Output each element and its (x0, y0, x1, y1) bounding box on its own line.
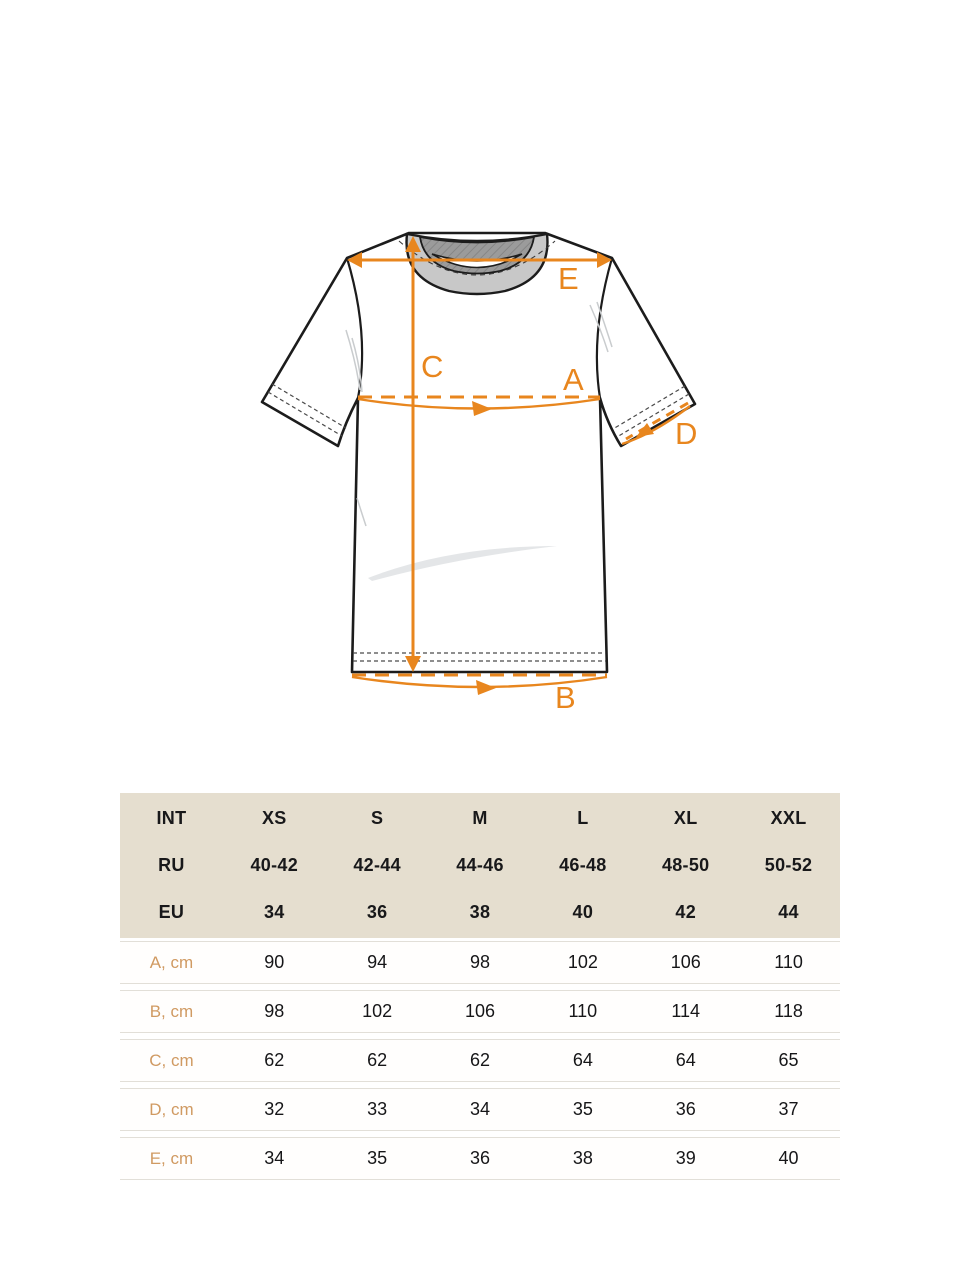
tshirt-body-outline (262, 233, 698, 672)
size-cell: 102 (567, 952, 598, 972)
size-table-header (120, 793, 840, 938)
size-cell: 62 (367, 1050, 388, 1070)
size-col-xxl: XXL (770, 808, 807, 828)
size-col-xs: XS (261, 808, 287, 828)
measure-row-label: B, cm (149, 1001, 194, 1021)
measure-row-d (120, 1088, 840, 1131)
size-cell: 62 (264, 1050, 285, 1070)
size-cell: 40 (778, 1148, 799, 1168)
size-cell: 34 (264, 1148, 285, 1168)
size-col-xl: XL (673, 808, 698, 828)
size-cell: 94 (367, 952, 388, 972)
size-cell: 36 (675, 1099, 696, 1119)
size-cell: 106 (464, 1001, 496, 1021)
measure-label-A: A (563, 362, 584, 397)
measure-label-E: E (558, 261, 579, 296)
size-cell: 98 (469, 952, 490, 972)
size-cell: 44-46 (456, 855, 504, 875)
size-cell: 90 (264, 952, 285, 972)
measure-row-c (120, 1039, 840, 1082)
size-cell: 102 (362, 1001, 393, 1021)
measure-row-label: A, cm (149, 952, 194, 972)
size-cell: 42-44 (353, 855, 401, 875)
size-cell: 38 (469, 902, 491, 922)
header-row-ru (120, 842, 840, 889)
size-cell: 48-50 (661, 855, 710, 875)
size-cell: 62 (469, 1050, 490, 1070)
measure-label-D: D (675, 416, 698, 451)
size-cell: 33 (367, 1099, 388, 1119)
header-label: RU (158, 855, 185, 875)
size-cell: 32 (264, 1099, 285, 1119)
size-col-s: S (370, 808, 384, 828)
header-label: INT (156, 808, 187, 828)
size-cell: 36 (366, 902, 388, 922)
size-col-l: L (577, 808, 589, 828)
measure-row-label: C, cm (149, 1050, 194, 1070)
size-cell: 42 (675, 902, 697, 922)
size-cell: 114 (671, 1001, 701, 1021)
size-cell: 64 (572, 1050, 593, 1070)
size-cell: 39 (675, 1148, 696, 1168)
size-cell: 118 (774, 1001, 803, 1021)
measure-row-b (120, 990, 840, 1033)
size-col-m: M (472, 808, 488, 828)
header-row-eu (120, 889, 840, 936)
measure-row-label: D, cm (149, 1099, 194, 1119)
size-cell: 35 (572, 1099, 593, 1119)
size-cell: 110 (774, 952, 803, 972)
size-cell: 34 (263, 902, 285, 922)
size-cell: 36 (469, 1148, 490, 1168)
size-table-body (120, 941, 840, 1180)
measure-row-label: E, cm (149, 1148, 194, 1168)
size-cell: 65 (778, 1050, 799, 1070)
size-cell: 64 (675, 1050, 696, 1070)
header-row-int (120, 795, 840, 842)
size-cell: 106 (670, 952, 701, 972)
measure-row-a (120, 941, 840, 984)
measure-row-e (120, 1137, 840, 1180)
size-cell: 44 (778, 902, 799, 922)
measure-label-B: B (555, 680, 576, 715)
size-cell: 40 (572, 902, 594, 922)
size-cell: 37 (778, 1099, 799, 1119)
measure-label-C: C (421, 349, 444, 384)
size-cell: 40-42 (250, 855, 299, 875)
header-label: EU (158, 902, 185, 922)
size-cell: 50-52 (764, 855, 813, 875)
size-cell: 34 (469, 1099, 490, 1119)
size-cell: 38 (572, 1148, 593, 1168)
size-cell: 98 (264, 1001, 285, 1021)
size-cell: 46-48 (559, 855, 607, 875)
size-table (120, 793, 840, 1180)
size-cell: 35 (367, 1148, 388, 1168)
size-cell: 110 (568, 1001, 598, 1021)
